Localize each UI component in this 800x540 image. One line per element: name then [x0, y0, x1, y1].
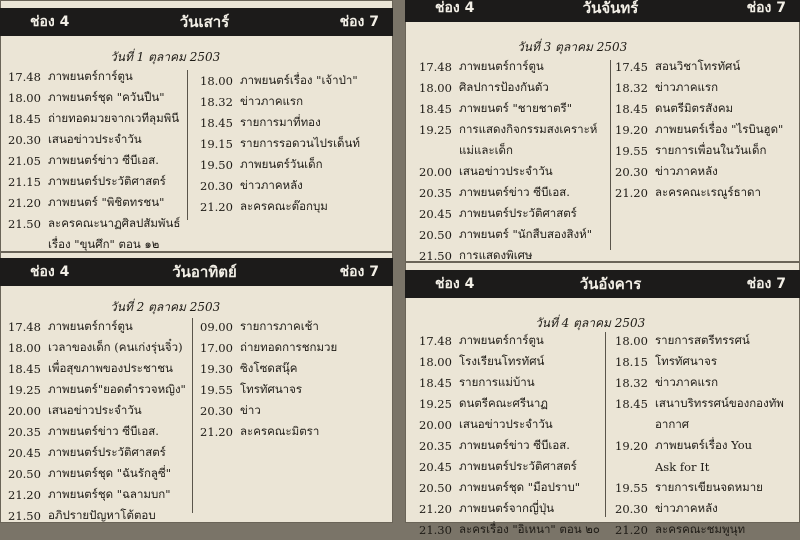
channel-left-label: ช่อง 4 — [30, 264, 70, 280]
time-label: 21.20 — [200, 199, 233, 214]
program-label: รายการเพื่อนในวันเด็ก — [655, 142, 767, 157]
schedule-row — [615, 140, 800, 161]
time-label: 20.30 — [200, 403, 233, 418]
schedule-row — [615, 351, 800, 372]
time-label: 19.25 — [419, 122, 452, 137]
time-label: 21.15 — [8, 174, 41, 189]
program-label: ละครคณะมิตรา — [240, 423, 320, 438]
program-label: รายการมาที่ทอง — [240, 114, 321, 129]
column-divider — [610, 60, 611, 250]
time-label: 19.30 — [200, 361, 233, 376]
schedule-row — [200, 196, 390, 217]
day-title: วันจันทร์ — [582, 0, 639, 17]
schedule-row — [615, 435, 800, 456]
time-label: 18.45 — [419, 101, 452, 116]
time-label: 20.30 — [615, 164, 648, 179]
time-label: 17.45 — [615, 59, 648, 74]
schedule-row — [200, 70, 390, 91]
time-label: 18.45 — [615, 396, 648, 411]
schedule-row — [8, 192, 188, 213]
schedule-row — [8, 213, 188, 234]
schedule-row — [8, 442, 190, 463]
program-label: ข่าวภาคหลัง — [655, 500, 718, 515]
time-label: 20.50 — [419, 480, 452, 495]
column-divider — [605, 332, 606, 517]
day-header — [405, 0, 800, 22]
program-label: ภาพยนตร์ประวัติศาสตร์ — [48, 444, 166, 459]
time-label: 19.55 — [200, 382, 233, 397]
schedule-row — [8, 400, 190, 421]
channel-7-schedule — [615, 330, 800, 540]
time-label: 20.50 — [419, 227, 452, 242]
day-header — [0, 8, 393, 36]
channel-right-label: ช่อง 7 — [746, 276, 786, 292]
time-label: 21.05 — [8, 153, 41, 168]
time-label: 20.00 — [419, 164, 452, 179]
time-label: 20.30 — [615, 501, 648, 516]
program-label: ภาพยนตร์เรื่อง "เจ้าป่า" — [240, 72, 358, 87]
schedule-row — [419, 98, 619, 119]
program-label: โทรทัศนาจร — [240, 381, 303, 396]
time-label: 18.45 — [419, 375, 452, 390]
schedule-row — [8, 379, 190, 400]
schedule-row — [615, 56, 800, 77]
schedule-row — [615, 498, 800, 519]
date-line: วันที่ 1 ตุลาคม 2503 — [110, 50, 221, 64]
schedule-row — [8, 171, 188, 192]
schedule-row — [419, 119, 619, 140]
program-label: ถ่ายทอดการชกมวย — [240, 339, 338, 354]
day-title: วันอาทิตย์ — [172, 263, 237, 281]
schedule-row — [419, 372, 609, 393]
program-label: อภิปรายปัญหาโต้ตอบ — [48, 507, 156, 522]
channel-left-label: ช่อง 4 — [30, 14, 70, 30]
program-label: ข่าวภาคแรก — [655, 374, 719, 389]
time-label: 17.48 — [8, 319, 41, 334]
time-label: 19.50 — [200, 157, 233, 172]
time-label: 17.48 — [419, 59, 452, 74]
schedule-row — [8, 129, 188, 150]
program-label: แม่และเด็ก — [459, 142, 513, 157]
schedule-row — [200, 316, 390, 337]
channel-4-schedule — [419, 56, 619, 266]
column-divider — [187, 70, 188, 220]
schedule-row — [8, 505, 190, 526]
panel-tuesday — [405, 262, 800, 537]
program-label: ข่าว — [240, 402, 261, 417]
program-label: รายการแม่บ้าน — [459, 374, 535, 389]
time-label: 18.45 — [8, 111, 41, 126]
schedule-row — [200, 379, 390, 400]
time-label: 19.55 — [615, 143, 648, 158]
channel-right-label: ช่อง 7 — [339, 14, 379, 30]
program-label: อากาศ — [655, 416, 690, 431]
day-title: วันอังคาร — [579, 275, 642, 293]
schedule-row — [615, 414, 800, 435]
program-label: ภาพยนตร์ชุด "ควันปืน" — [48, 89, 165, 104]
schedule-row — [615, 161, 800, 182]
schedule-row — [200, 175, 390, 196]
schedule-row — [419, 203, 619, 224]
program-label: โรงเรียนโทรทัศน์ — [459, 353, 545, 368]
time-label: 20.35 — [419, 438, 452, 453]
schedule-row — [615, 119, 800, 140]
program-label: การแสดงกิจกรรมสงเคราะห์ — [459, 121, 598, 136]
channel-left-label: ช่อง 4 — [435, 276, 475, 292]
channel-7-schedule — [200, 70, 390, 217]
day-title: วันเสาร์ — [179, 13, 230, 31]
program-label: ภาพยนตร์ประวัติศาสตร์ — [459, 205, 577, 220]
program-label: ภาพยนตร์ "ชายชาตรี" — [459, 100, 573, 115]
program-label: ละครคณะนาฏศิลปสัมพันธ์ — [48, 215, 181, 230]
program-label: โทรทัศนาจร — [655, 353, 718, 368]
program-label: ดนตรีคณะศรีนาฏ — [459, 395, 549, 410]
program-label: ภาพยนตร์เรื่อง You — [655, 437, 753, 452]
schedule-row — [615, 372, 800, 393]
time-label: 18.00 — [8, 340, 41, 355]
time-label: 18.00 — [419, 354, 452, 369]
program-label: รายการภาคเช้า — [240, 318, 319, 333]
program-label: สอนวิชาโทรทัศน์ — [655, 58, 741, 73]
schedule-row — [8, 337, 190, 358]
channel-7-schedule — [615, 56, 800, 203]
schedule-row — [419, 435, 609, 456]
time-label: 20.00 — [419, 417, 452, 432]
program-label: ข่าวภาคหลัง — [655, 163, 718, 178]
schedule-row — [419, 140, 619, 161]
date-line: วันที่ 4 ตุลาคม 2503 — [535, 316, 646, 330]
program-label: ข่าวภาคหลัง — [240, 177, 303, 192]
schedule-row — [419, 161, 619, 182]
time-label: 09.00 — [200, 319, 233, 334]
program-label: ซิงโซดสนุ๊ค — [240, 360, 298, 375]
program-label: เสนอข่าวประจำวัน — [48, 402, 142, 417]
schedule-row — [419, 330, 609, 351]
program-label: ข่าวภาคแรก — [240, 93, 304, 108]
program-label: ภาพยนตร์ "พิชิตทรชน" — [48, 194, 165, 209]
program-label: การแสดงพิเศษ — [459, 247, 533, 262]
schedule-row — [419, 519, 609, 540]
program-label: รายการสตรีทรรศน์ — [655, 332, 750, 347]
schedule-row — [419, 498, 609, 519]
schedule-row — [419, 182, 619, 203]
time-label: 21.20 — [200, 424, 233, 439]
program-label: ภาพยนตร์ "นักสืบสองสิงห์" — [459, 226, 592, 241]
program-label: ละครเรื่อง "อิเหนา" ตอน ๒๐ — [459, 521, 600, 536]
schedule-row — [419, 414, 609, 435]
schedule-row — [615, 77, 800, 98]
schedule-row — [419, 56, 619, 77]
time-label: 17.48 — [419, 333, 452, 348]
schedule-row — [419, 477, 609, 498]
program-label: เสนอข่าวประจำวัน — [459, 163, 553, 178]
program-label: Ask for It — [655, 459, 710, 474]
schedule-row — [419, 456, 609, 477]
time-label: 19.20 — [615, 122, 648, 137]
time-label: 18.00 — [200, 73, 233, 88]
time-label: 20.50 — [8, 466, 41, 481]
time-label: 18.15 — [615, 354, 648, 369]
channel-4-schedule — [8, 316, 190, 526]
schedule-row — [200, 112, 390, 133]
program-label: ภาพยนตร์วันเด็ก — [240, 156, 323, 171]
schedule-row — [615, 393, 800, 414]
schedule-row — [615, 98, 800, 119]
time-label: 19.20 — [615, 438, 648, 453]
schedule-row — [200, 133, 390, 154]
time-label: 21.20 — [8, 195, 41, 210]
schedule-row — [8, 358, 190, 379]
time-label: 21.50 — [419, 248, 452, 263]
time-label: 20.35 — [8, 424, 41, 439]
schedule-row — [8, 484, 190, 505]
time-label: 18.45 — [200, 115, 233, 130]
time-label: 21.20 — [615, 522, 648, 537]
schedule-row — [615, 330, 800, 351]
program-label: ถ่ายทอดมวยจากเวทีลุมพินี — [48, 110, 180, 125]
program-label: ภาพยนตร์ชุด "ฉลามบก" — [48, 486, 171, 501]
channel-left-label: ช่อง 4 — [435, 0, 475, 16]
program-label: ละครคณะต๊อกบุม — [240, 198, 328, 213]
program-label: ภาพยนตร์ข่าว ซีบีเอส. — [459, 437, 570, 452]
time-label: 19.25 — [419, 396, 452, 411]
time-label: 21.50 — [8, 216, 41, 231]
schedule-row — [615, 519, 800, 540]
panel-sunday — [0, 252, 393, 523]
schedule-row — [8, 87, 188, 108]
program-label: ภาพยนตร์การ์ตูน — [459, 58, 544, 73]
program-label: เวลาของเด็ก (คนเก่งรุ่นจิ๋ว) — [48, 339, 183, 354]
program-label: เสนอข่าวประจำวัน — [459, 416, 553, 431]
program-label: ศิลปการป้องกันตัว — [459, 79, 549, 94]
schedule-row — [200, 421, 390, 442]
program-label: ดนตรีมิตรสังคม — [655, 100, 734, 115]
column-divider — [192, 318, 193, 513]
program-label: รายการรอดวนไปรเด็นท์ — [240, 135, 360, 150]
time-label: 18.32 — [615, 375, 648, 390]
program-label: ภาพยนตร์ชุด "มือปราบ" — [459, 479, 581, 494]
channel-4-schedule — [419, 330, 609, 540]
program-label: ข่าวภาคแรก — [655, 79, 719, 94]
time-label: 19.15 — [200, 136, 233, 151]
channel-right-label: ช่อง 7 — [746, 0, 786, 16]
day-header — [0, 258, 393, 286]
program-label: ภาพยนตร์การ์ตูน — [459, 332, 544, 347]
time-label: 21.20 — [419, 501, 452, 516]
date-line: วันที่ 3 ตุลาคม 2503 — [517, 40, 628, 54]
time-label: 18.00 — [419, 80, 452, 95]
program-label: ภาพยนตร์ข่าว ซีบีเอส. — [48, 423, 159, 438]
time-label: 20.45 — [419, 206, 452, 221]
program-label: เสนอข่าวประจำวัน — [48, 131, 142, 146]
schedule-row — [8, 150, 188, 171]
schedule-row — [200, 91, 390, 112]
program-label: ภาพยนตร์การ์ตูน — [48, 318, 133, 333]
program-label: ภาพยนตร์ประวัติศาสตร์ — [459, 458, 577, 473]
program-label: ภาพยนตร์การ์ตูน — [48, 68, 133, 83]
program-label: ภาพยนตร์ประวัติศาสตร์ — [48, 173, 166, 188]
time-label: 21.20 — [615, 185, 648, 200]
channel-4-schedule — [8, 66, 188, 255]
schedule-row — [419, 224, 619, 245]
schedule-row — [200, 337, 390, 358]
time-label: 18.00 — [8, 90, 41, 105]
schedule-row — [200, 358, 390, 379]
program-label: เรื่อง "ขุนศึก" ตอน ๑๒ — [48, 236, 160, 251]
program-label: ภาพยนตร์ข่าว ซีบีเอส. — [48, 152, 159, 167]
time-label: 18.45 — [615, 101, 648, 116]
panel-saturday — [0, 0, 393, 252]
schedule-row — [8, 421, 190, 442]
schedule-row — [615, 477, 800, 498]
time-label: 21.50 — [8, 508, 41, 523]
time-label: 20.00 — [8, 403, 41, 418]
program-label: ละครคณะเรณูร์ธาดา — [655, 184, 761, 199]
schedule-row — [8, 316, 190, 337]
day-header — [405, 270, 800, 298]
time-label: 18.00 — [615, 333, 648, 348]
time-label: 19.55 — [615, 480, 648, 495]
channel-right-label: ช่อง 7 — [339, 264, 379, 280]
time-label: 20.45 — [419, 459, 452, 474]
panel-monday — [405, 0, 800, 262]
time-label: 21.30 — [419, 522, 452, 537]
schedule-row — [8, 66, 188, 87]
program-label: ภาพยนตร์ชุด "ฉันรักลูซี่" — [48, 465, 172, 480]
time-label: 20.30 — [8, 132, 41, 147]
schedule-row — [200, 154, 390, 175]
time-label: 21.20 — [8, 487, 41, 502]
time-label: 18.32 — [200, 94, 233, 109]
program-label: รายการเขียนจดหมาย — [655, 479, 763, 494]
schedule-row — [8, 463, 190, 484]
program-label: ละครคณะชมพูนุท — [655, 521, 746, 536]
time-label: 17.48 — [8, 69, 41, 84]
channel-7-schedule — [200, 316, 390, 442]
time-label: 20.35 — [419, 185, 452, 200]
time-label: 20.30 — [200, 178, 233, 193]
program-label: ภาพยนตร์"ยอดตำรวจหญิง" — [48, 381, 186, 396]
time-label: 20.45 — [8, 445, 41, 460]
program-label: ภาพยนตร์เรื่อง "ไรบินฮูด" — [655, 121, 784, 136]
time-label: 17.00 — [200, 340, 233, 355]
program-label: เสนาบริทรรศน์ของกองทัพ — [655, 395, 784, 410]
schedule-row — [419, 77, 619, 98]
schedule-row — [419, 393, 609, 414]
program-label: เพื่อสุขภาพของประชาชน — [48, 360, 173, 375]
time-label: 18.45 — [8, 361, 41, 376]
schedule-row — [615, 182, 800, 203]
program-label: ภาพยนตร์ข่าว ซีบีเอส. — [459, 184, 570, 199]
schedule-row — [419, 351, 609, 372]
time-label: 19.25 — [8, 382, 41, 397]
date-line: วันที่ 2 ตุลาคม 2503 — [110, 300, 221, 314]
time-label: 18.32 — [615, 80, 648, 95]
schedule-row — [200, 400, 390, 421]
schedule-row — [615, 456, 800, 477]
program-label: ภาพยนตร์จากญี่ปุ่น — [459, 500, 554, 515]
schedule-row — [8, 108, 188, 129]
